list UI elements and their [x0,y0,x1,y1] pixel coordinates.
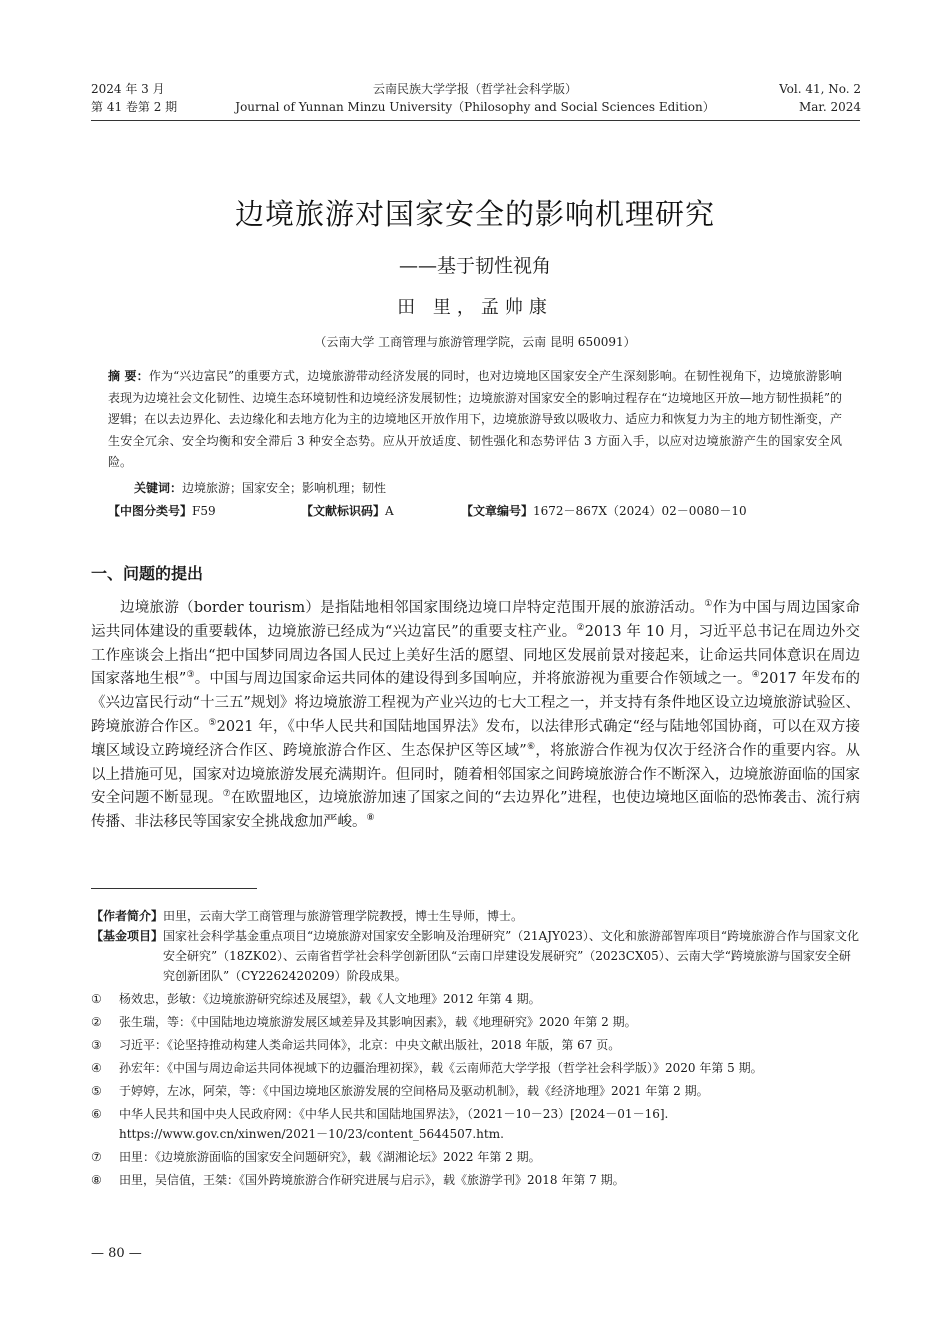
article-subtitle: ——基于韧性视角 [398,255,551,277]
issue-date: 2024 年 3 月 [91,82,165,96]
footnote-text: 张生瑞，等：《中国陆地边境旅游发展区域差异及其影响因素》，载《地理研究》2020 年第 2 期。 [119,1015,637,1029]
article-number [461,502,747,519]
section-heading: 一、问题的提出 [91,564,204,583]
footnote-ref[interactable]: ③ [186,670,195,681]
journal-name-cn: 云南民族大学学报（哲学社会科学版） [372,82,577,96]
running-header-center [200,80,750,116]
article-number-value: 1672－867X（2024）02－0080－10 [533,504,747,518]
footnote-number: ⑧ [91,1173,102,1187]
clc-number [108,502,216,519]
footnote-number: ① [91,992,102,1006]
footnote [91,1035,860,1055]
body-sentence: 边境旅游（border tourism）是指陆地相邻国家围绕边境口岸特定范围开展的旅游活动。 [120,600,705,616]
footnote [91,1081,860,1101]
footnote-text: 田里：《边境旅游面临的国家安全问题研究》，载《湖湘论坛》2022 年第 2 期。 [119,1150,541,1164]
footnote-number: ④ [91,1061,102,1075]
footnote-ref[interactable]: ⑤ [208,718,217,729]
header-rule [91,120,860,121]
footnote-ref[interactable]: ⑥ [526,741,536,752]
body-sentence: 2017 年发布的《兴边富民行动“十三五”规划》将边境旅游工程视为产业兴边的七大工程之一，并支持有条件地区设立边境旅游试验区、跨境旅游合作区。 [91,671,860,735]
footnote-number: ⑥ [91,1107,102,1121]
body-sentence: 作为中国与周边国家命运共同体建设的重要载体，边境旅游已经成为“兴边富民”的重要支柱产业。 [91,600,861,640]
clc-value: F59 [192,504,216,518]
author-bio-text: 田里，云南大学工商管理与旅游管理学院教授，博士生导师，博士。 [163,909,524,923]
footnote [91,1058,860,1078]
page-number: — 80 — [91,1246,142,1261]
body-sentence: 在欧盟地区，边境旅游加速了国家之间的“去边界化”进程，也使边境地区面临的恐怖袭击、流行病传播、非法移民等国家安全挑战愈加严峻。 [91,790,860,831]
article-number-label: 【文章编号】 [461,504,534,518]
footnote-ref[interactable]: ④ [751,670,760,681]
body-sentence: ，将旅游合作视为仅次于经济合作的重要内容。从以上措施可见，国家对边境旅游发展充满期许。但同时，随着相邻国家之间跨境旅游合作不断深入，边境旅游面临的国家安全问题不断显现。 [91,742,860,807]
body-sentence: 2013 年 10 月，习近平总书记在周边外交工作座谈会上指出“把中国梦同周边各国人民过上美好生活的愿望、同地区发展前景对接起来，让命运共同体意识在周边国家落地生根” [91,623,860,688]
footnote-rule [91,888,257,889]
footnote-number: ② [91,1015,102,1029]
issue-date-en: Mar. 2024 [798,100,861,114]
footnote-text: 杨效忠，彭敏：《边境旅游研究综述及展望》，载《人文地理》2012 年第 4 期。 [119,992,541,1006]
footnote [91,989,860,1009]
footnote-text: 习近平：《论坚持推动构建人类命运共同体》，北京：中央文献出版社，2018 年版，第 67 页。 [119,1038,621,1052]
doc-code-label: 【文献标识码】 [301,504,386,518]
body-paragraph [91,597,860,835]
footnote-number: ⑦ [91,1150,102,1164]
funding-text: 国家社会科学基金重点项目“边境旅游对国家安全影响及治理研究”（21AJY023）、文化和旅游部智库项目“跨境旅游合作与国家文化安全研究”（18ZK02）、云南省哲学社会科学创新团队“云南口岸建设发展研究”（2023CX05）、云南大学“跨境旅游与国家安全研究创新团队”（CY2262420209）阶段成果。 [163,929,859,983]
footnote-number: ⑤ [91,1084,102,1098]
body-sentence: 。中国与周边国家命运共同体的建设得到多国响应，并将旅游视为重要合作领域之一。 [194,671,752,688]
abstract-label: 摘 要： [108,369,149,383]
running-header-right [779,80,861,116]
abstract-text: 作为“兴边富民”的重要方式，边境旅游带动经济发展的同时，也对边境地区国家安全产生深刻影响。在韧性视角下，边境旅游影响表现为边境社会文化韧性、边境生态环境韧性和边境经济发展韧性；边境旅游对国家安全的影响过程存在“边境地区开放—地方韧性损耗”的逻辑；在以去边界化、去边缘化和去地方化为主的边境地区开放作用下，边境旅游导致以吸收力、适应力和恢复力为主的地方韧性渐变，产生安全冗余、安全均衡和安全滞后 3 种安全态势。应从开放适度、韧性强化和态势评估 3 方面入手，以应对边境旅游产生的国家安全风险。 [108,369,842,470]
volume-number-en: Vol. 41, No. 2 [779,82,861,96]
footnote-ref[interactable]: ① [704,599,713,610]
footnote-text: 田里，吴信值，王桀：《国外跨境旅游合作研究进展与启示》，载《旅游学刊》2018 年第 7 期。 [119,1173,625,1187]
journal-name-en: Journal of Yunnan Minzu University（Philosophy and Social Sciences Edition） [235,100,715,114]
authors: 田 里，孟帅康 [397,297,553,318]
doc-code-value: A [385,504,394,518]
running-header-left [91,80,177,116]
footnote-ref[interactable]: ② [576,622,585,633]
footnote-text: 于婷婷，左冰，阿荣，等：《中国边境地区旅游发展的空间格局及驱动机制》，载《经济地理》2021 年第 2 期。 [119,1084,709,1098]
keywords-label: 关键词： [134,481,183,495]
funding-label: 【基金项目】 [91,929,164,943]
footnote [91,1012,860,1032]
author-bio [91,906,860,926]
footnote-ref[interactable]: ⑧ [366,813,375,824]
footnote [91,1170,860,1190]
footnotes-area [91,906,860,1190]
footnote-text: 中华人民共和国中央人民政府网：《中华人民共和国陆地国界法》，（2021－10－23）[2024－01－16]. https://www.gov.cn/xinwen/2021－10/23/content_5644507.htm. [119,1107,669,1141]
funding [91,926,860,986]
article-title: 边境旅游对国家安全的影响机理研究 [234,197,715,231]
body-sentence: 2021 年，《中华人民共和国陆地国界法》发布，以法律形式确定“经与陆地邻国协商，可以在双方接壤区域设立跨境经济合作区、跨境旅游合作区、生态保护区等区域” [91,718,861,759]
abstract [108,366,842,474]
clc-label: 【中图分类号】 [108,504,193,518]
footnote [91,1147,860,1167]
keywords-text: 边境旅游；国家安全；影响机理；韧性 [182,481,387,495]
volume-issue: 第 41 卷第 2 期 [91,100,178,114]
footnote-text: 孙宏年：《中国与周边命运共同体视域下的边疆治理初探》，载《云南师范大学学报（哲学社会科学版）》2020 年第 5 期。 [119,1061,763,1075]
footnote-ref[interactable]: ⑦ [222,789,231,800]
author-bio-label: 【作者简介】 [91,909,164,923]
keywords [134,479,386,496]
affiliation: （云南大学 工商管理与旅游管理学院，云南 昆明 650091） [314,335,636,349]
document-code [301,502,394,519]
footnote [91,1104,860,1144]
footnote-number: ③ [91,1038,102,1052]
